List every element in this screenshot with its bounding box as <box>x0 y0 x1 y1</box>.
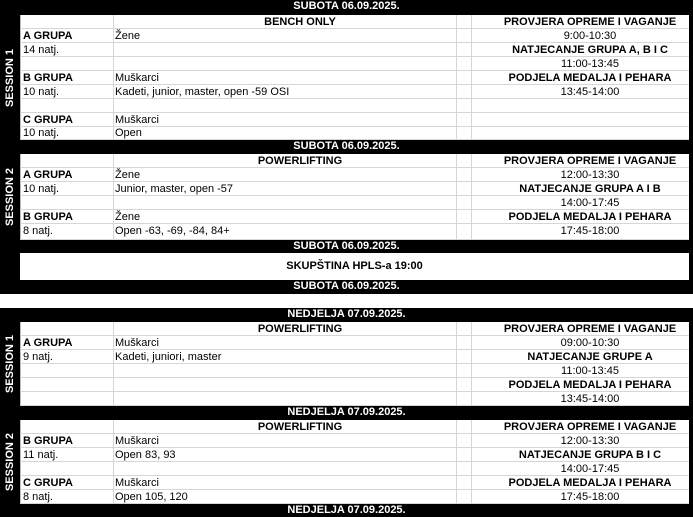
day2-date-band-mid: NEDJELJA 07.09.2025. <box>0 406 693 420</box>
schedule-cell: 12:00-13:30 <box>560 169 620 181</box>
table-row <box>20 378 689 392</box>
schedule-cell: 09:00-10:30 <box>560 337 620 349</box>
category-cell: Junior, master, open -57 <box>115 183 234 195</box>
table-row <box>20 168 689 182</box>
schedule-cell: PODJELA MEDALJA I PEHARA <box>508 477 672 489</box>
table-row <box>20 57 689 71</box>
group-cell: 10 natj. <box>23 183 60 195</box>
schedule-cell: 11:00-13:45 <box>561 58 619 70</box>
group-cell: 8 natj. <box>23 491 53 503</box>
day2-s2-header-row <box>20 420 689 434</box>
table-row <box>20 476 689 490</box>
group-cell: 11 natj. <box>23 449 59 461</box>
schedule-cell: 13:45-14:00 <box>560 86 620 98</box>
schedule-cell: PODJELA MEDALJA I PEHARA <box>508 211 672 223</box>
session-title: POWERLIFTING <box>257 421 343 433</box>
category-cell: Žene <box>115 169 141 181</box>
schedule-cell: 14:00-17:45 <box>560 197 620 209</box>
schedule-cell: PODJELA MEDALJA I PEHARA <box>508 72 672 84</box>
table-row <box>20 462 689 476</box>
group-cell: B GRUPA <box>23 72 73 84</box>
category-cell: Kadeti, juniori, master <box>115 351 222 363</box>
table-row <box>20 127 689 140</box>
day1-session2-label: SESSION 2 <box>0 154 20 240</box>
schedule-cell: PROVJERA OPREME I VAGANJE <box>503 155 677 167</box>
schedule-cell: PROVJERA OPREME I VAGANJE <box>503 421 677 433</box>
schedule-cell: PODJELA MEDALJA I PEHARA <box>508 379 672 391</box>
session-title: POWERLIFTING <box>257 155 343 167</box>
table-row <box>20 113 689 127</box>
table-row <box>20 182 689 196</box>
table-row <box>20 29 689 43</box>
day-separator <box>0 294 693 308</box>
schedule-cell: 17:45-18:00 <box>560 491 620 503</box>
table-row <box>20 99 689 113</box>
schedule-cell: 17:45-18:00 <box>560 225 620 237</box>
category-cell: Open -63, -69, -84, 84+ <box>115 225 230 237</box>
day1-date-band-bottom: SUBOTA 06.09.2025. <box>0 280 693 294</box>
category-cell: Muškarci <box>115 72 160 84</box>
day1-s2-header-row <box>20 154 689 168</box>
category-cell: Open <box>115 127 142 139</box>
table-row <box>20 350 689 364</box>
category-cell: Muškarci <box>115 114 160 126</box>
schedule-cell: 11:00-13:45 <box>561 365 619 377</box>
day1-session1-label: SESSION 1 <box>0 15 20 140</box>
group-cell: B GRUPA <box>23 435 73 447</box>
schedule-cell: 9:00-10:30 <box>563 30 617 42</box>
category-cell: Open 105, 120 <box>115 491 188 503</box>
table-row <box>20 434 689 448</box>
session-title: BENCH ONLY <box>264 16 336 28</box>
category-cell: Open 83, 93 <box>115 449 176 461</box>
table-row <box>20 448 689 462</box>
schedule-cell: 13:45-14:00 <box>560 393 620 405</box>
day1-date-band-mid: SUBOTA 06.09.2025. <box>0 140 693 154</box>
group-cell: C GRUPA <box>23 114 73 126</box>
group-cell: A GRUPA <box>23 30 73 42</box>
table-row <box>20 43 689 57</box>
category-cell: Žene <box>115 30 141 42</box>
schedule-cell: NATJECANJE GRUPE A <box>527 351 653 363</box>
schedule-cell: PROVJERA OPREME I VAGANJE <box>503 323 677 335</box>
schedule-cell: PROVJERA OPREME I VAGANJE <box>503 16 677 28</box>
day2-date-band-bottom: NEDJELJA 07.09.2025. <box>0 504 693 517</box>
schedule-cell: 14:00-17:45 <box>560 463 620 475</box>
schedule-cell: NATJECANJE GRUPA A, B I C <box>512 44 668 56</box>
schedule-cell: 12:00-13:30 <box>560 435 620 447</box>
category-cell: Muškarci <box>115 337 160 349</box>
table-row <box>20 392 689 406</box>
day1-s1-header-row <box>20 15 689 29</box>
table-row <box>20 224 689 240</box>
schedule-cell: NATJECANJE GRUPA A I B <box>519 183 661 195</box>
table-row <box>20 490 689 504</box>
day2-date-band-top: NEDJELJA 07.09.2025. <box>0 308 693 322</box>
table-row <box>20 196 689 210</box>
table-row <box>20 336 689 350</box>
table-row <box>20 71 689 85</box>
group-cell: 9 natj. <box>23 351 53 363</box>
group-cell: 10 natj. <box>23 127 60 139</box>
group-cell: B GRUPA <box>23 211 73 223</box>
day2-s1-header-row <box>20 322 689 336</box>
category-cell: Muškarci <box>115 477 160 489</box>
day1-date-band-assembly: SUBOTA 06.09.2025. <box>0 240 693 253</box>
category-cell: Žene <box>115 211 141 223</box>
day1-date-band-top: SUBOTA 06.09.2025. <box>0 0 693 15</box>
schedule-cell: NATJECANJE GRUPA B I C <box>518 449 662 461</box>
day2-session1-label: SESSION 1 <box>0 322 20 406</box>
day2-session2-label: SESSION 2 <box>0 420 20 504</box>
session-title: POWERLIFTING <box>257 323 343 335</box>
category-cell: Kadeti, junior, master, open -59 OSI <box>115 86 290 98</box>
table-row <box>20 364 689 378</box>
assembly-notice: SKUPŠTINA HPLS-a 19:00 <box>20 253 689 280</box>
group-cell: 14 natj. <box>23 44 60 56</box>
group-cell: 10 natj. <box>23 86 60 98</box>
group-cell: A GRUPA <box>23 169 73 181</box>
table-row <box>20 210 689 224</box>
group-cell: C GRUPA <box>23 477 73 489</box>
table-row <box>20 85 689 99</box>
group-cell: 8 natj. <box>23 225 53 237</box>
group-cell: A GRUPA <box>23 337 73 349</box>
category-cell: Muškarci <box>115 435 160 447</box>
